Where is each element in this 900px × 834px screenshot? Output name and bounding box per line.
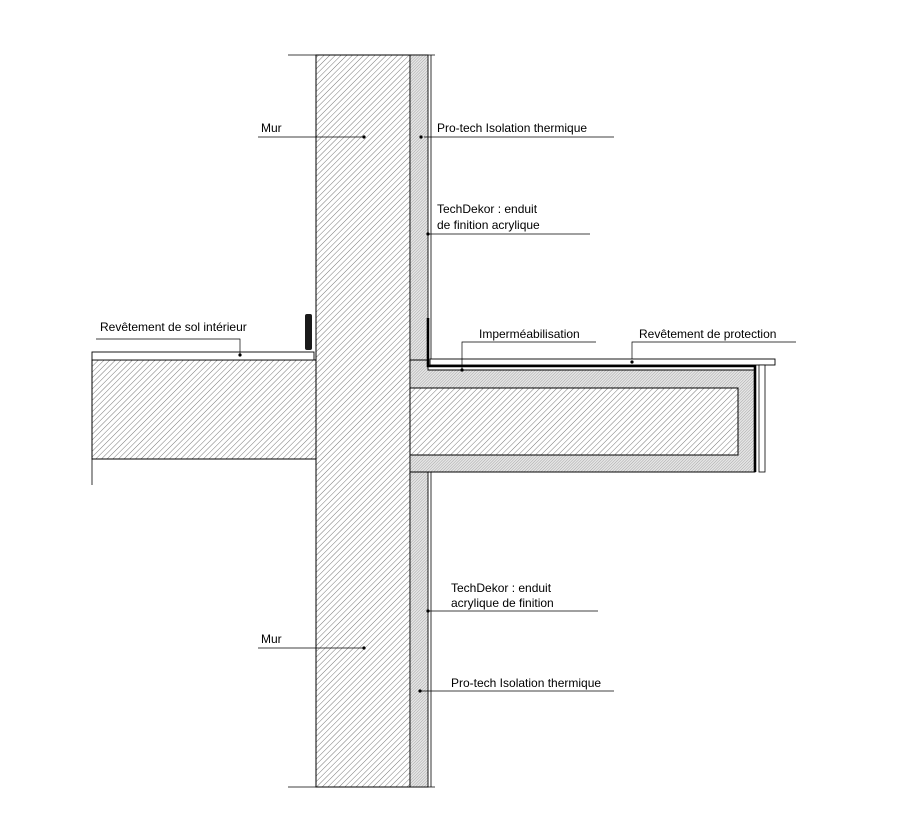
label-render-bottom-line2: acrylique de finition (451, 596, 554, 610)
interior-floor-slab (92, 360, 316, 485)
label-wall-top: Mur (261, 121, 282, 135)
label-insulation-top: Pro-tech Isolation thermique (437, 121, 588, 135)
label-render-bottom-line1: TechDekor : enduit (451, 581, 552, 595)
label-floor-covering: Revêtement de sol intérieur (100, 320, 247, 334)
label-wall-bottom: Mur (261, 632, 282, 646)
label-protective-covering: Revêtement de protection (639, 327, 777, 341)
wall-body (316, 55, 410, 787)
wall-insulation-upper (410, 55, 431, 360)
label-waterproofing: Imperméabilisation (479, 327, 580, 341)
balcony-slab (410, 388, 738, 455)
label-insulation-bottom: Pro-tech Isolation thermique (451, 676, 602, 690)
label-render-top-line1: TechDekor : enduit (437, 202, 538, 216)
wall-insulation-lower (410, 472, 431, 787)
label-render-top-line2: de finition acrylique (437, 218, 540, 232)
